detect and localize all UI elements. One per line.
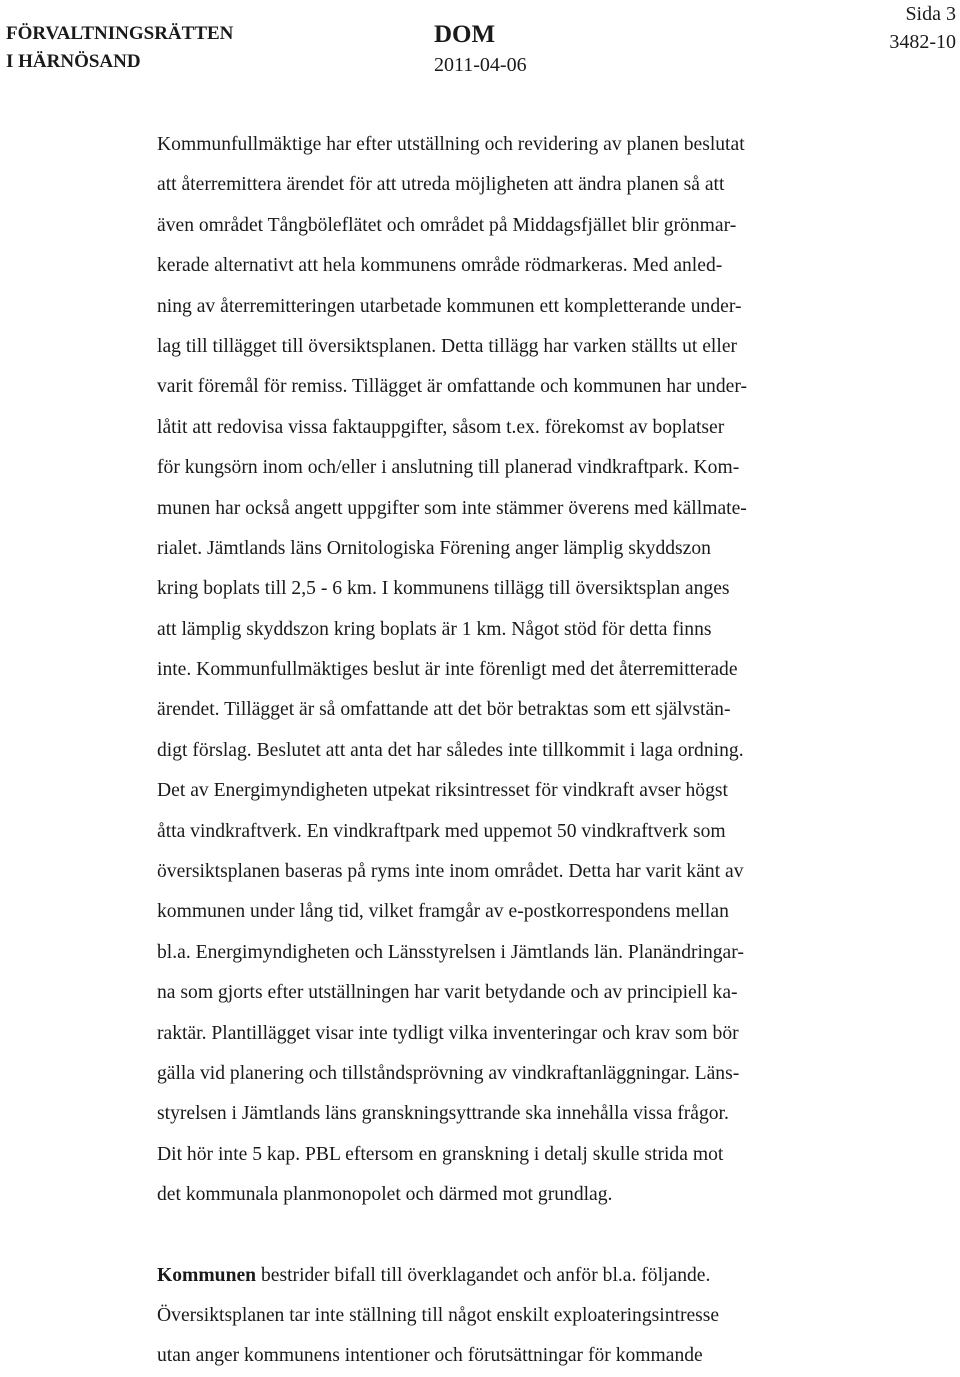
page-info xyxy=(889,0,956,56)
text-line: kommunen under lång tid, vilket framgår av e-postkorrespondens mellan xyxy=(157,901,729,923)
text-line: kring boplats till 2,5 - 6 km. I kommunens tillägg till översiktsplan anges xyxy=(157,578,730,600)
document-body xyxy=(157,125,947,1377)
text-line: Dit hör inte 5 kap. PBL eftersom en granskning i detalj skulle strida mot xyxy=(157,1143,724,1165)
text-line: ning av återremitteringen utarbetade kommunen ett kompletterande under- xyxy=(157,295,742,317)
text-line: det kommunala planmonopolet och därmed mot grundlag. xyxy=(157,1184,613,1206)
document-date: 2011-04-06 xyxy=(434,54,527,76)
text-line: åtta vindkraftverk. En vindkraftpark med uppemot 50 vindkraftverk som xyxy=(157,820,726,842)
page-number: Sida 3 xyxy=(905,3,956,25)
text-line: rialet. Jämtlands läns Ornitologiska Förening anger lämplig skyddszon xyxy=(157,537,711,559)
text-line: för kungsörn inom och/eller i anslutning till planerad vindkraftpark. Kom- xyxy=(157,457,740,479)
lead-text: bestrider bifall till överklagandet och anför bl.a. följande. xyxy=(256,1264,711,1286)
court-name-line-2: I HÄRNÖSAND xyxy=(6,51,141,72)
text-line: utan anger kommunens intentioner och förutsättningar för kommande xyxy=(157,1345,703,1367)
document-header xyxy=(434,20,527,78)
paragraph-2 xyxy=(157,1256,947,1377)
text-line: raktär. Plantillägget visar inte tydligt vilka inventeringar och krav som bör xyxy=(157,1022,739,1044)
case-number: 3482-10 xyxy=(889,31,956,53)
text-line: ärendet. Tillägget är så omfattande att det bör betraktas som ett självstän- xyxy=(157,699,731,721)
text-line: Det av Energimyndigheten utpekat riksintresset för vindkraft avser högst xyxy=(157,780,728,802)
text-line: gälla vid planering och tillståndsprövning av vindkraftanläggningar. Läns- xyxy=(157,1062,740,1084)
text-line: Kommunfullmäktige har efter utställning och revidering av planen beslutat xyxy=(157,134,745,155)
text-line xyxy=(157,1256,947,1296)
text-line: varit föremål för remiss. Tillägget är omfattande och kommunen har under- xyxy=(157,376,747,398)
court-name-line-1: FÖRVALTNINGSRÄTTEN xyxy=(6,23,234,44)
text-line: låtit att redovisa vissa faktauppgifter, såsom t.ex. förekomst av boplatser xyxy=(157,416,725,438)
text-line: kerade alternativt att hela kommunens område rödmarkeras. Med anled- xyxy=(157,255,723,277)
court-name xyxy=(6,20,233,76)
paragraph-spacer xyxy=(157,1216,947,1256)
text-line: inte. Kommunfullmäktiges beslut är inte förenligt med det återremitterade xyxy=(157,659,738,681)
text-line: munen har också angett uppgifter som inte stämmer överens med källmate- xyxy=(157,497,747,519)
text-line: även området Tångböleflätet och området på Middagsfjället blir grönmar- xyxy=(157,214,737,236)
text-line: lag till tillägget till översiktsplanen. Detta tillägg har varken ställts ut eller xyxy=(157,335,738,357)
document-type: DOM xyxy=(434,21,496,48)
party-name: Kommunen xyxy=(157,1264,257,1286)
text-line: bl.a. Energimyndigheten och Länsstyrelsen i Jämtlands län. Planändringar- xyxy=(157,941,744,963)
text-line: na som gjorts efter utställningen har varit betydande och av principiell ka- xyxy=(157,982,738,1004)
text-line: översiktsplanen baseras på ryms inte inom området. Detta har varit känt av xyxy=(157,861,744,883)
text-line: digt förslag. Beslutet att anta det har således inte tillkommit i laga ordning. xyxy=(157,739,744,761)
text-line: att lämplig skyddszon kring boplats är 1 km. Något stöd för detta finns xyxy=(157,618,712,640)
text-line: styrelsen i Jämtlands läns granskningsyttrande ska innehålla vissa frågor. xyxy=(157,1103,729,1125)
text-line: Översiktsplanen tar inte ställning till något enskilt exploateringsintresse xyxy=(157,1304,720,1326)
text-line: att återremittera ärendet för att utreda möjligheten att ändra planen så att xyxy=(157,174,725,196)
paragraph-1 xyxy=(157,125,947,1216)
